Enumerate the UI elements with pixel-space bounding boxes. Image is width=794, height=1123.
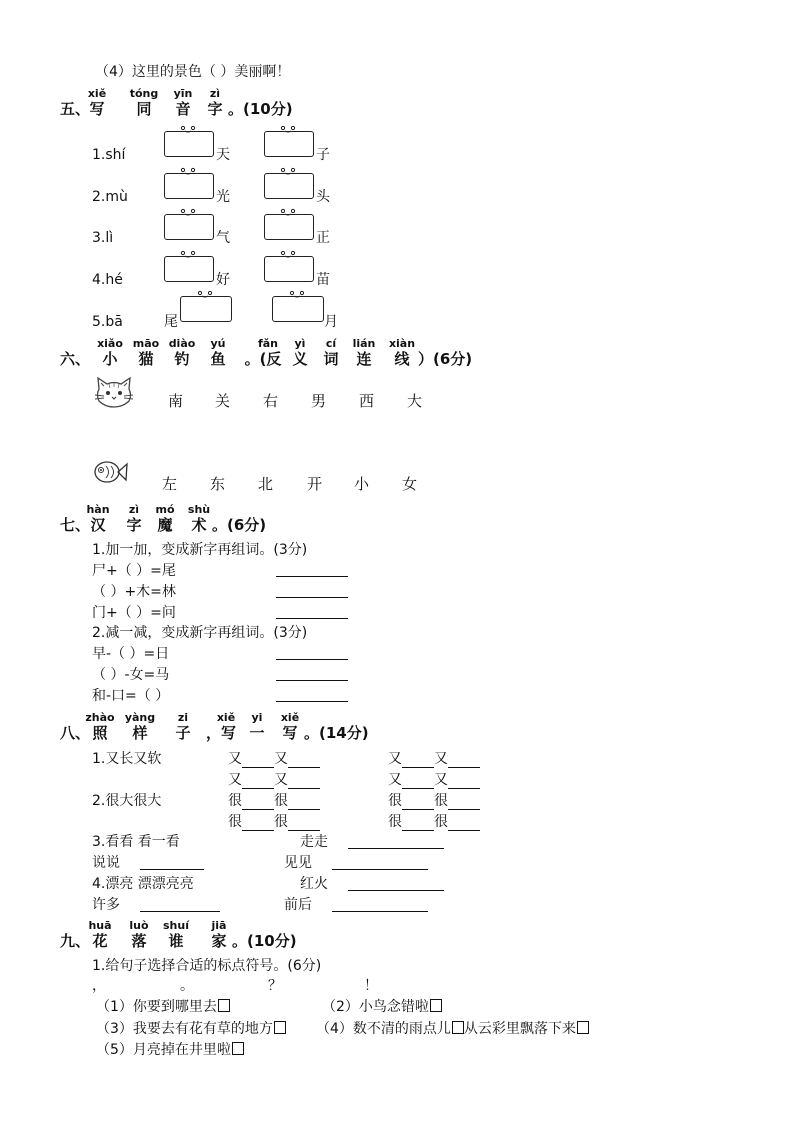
punct-box[interactable]	[218, 999, 230, 1012]
answer-box[interactable]	[264, 256, 314, 282]
section-score: 。(10分)	[228, 100, 293, 118]
punct-mark: ？	[268, 978, 282, 994]
pinyin: xiě	[280, 711, 300, 724]
heading-char: 花	[92, 932, 108, 950]
pinyin: māo	[132, 337, 160, 350]
heading-char: 字	[126, 516, 142, 534]
given-char: 气	[216, 230, 230, 246]
pinyin: yì	[294, 337, 306, 350]
heading-char: 家	[211, 932, 227, 950]
sentence-item: （2）小鸟念错啦	[322, 998, 442, 1016]
given-char: 好	[216, 272, 230, 288]
given-char: 尾	[164, 314, 178, 330]
row-label: 3.lì	[92, 230, 114, 246]
answer-box[interactable]	[264, 131, 314, 157]
antonym-word[interactable]: 北	[258, 475, 274, 493]
heading-char: 写	[89, 100, 105, 118]
pinyin: yàng	[124, 711, 156, 724]
heading-char: 子	[175, 724, 191, 742]
box-ears-icon	[179, 167, 197, 175]
punct-box[interactable]	[274, 1021, 286, 1034]
heading-char: 同	[136, 100, 152, 118]
box-ears-icon	[279, 125, 297, 133]
pinyin: mó	[155, 503, 175, 516]
word-prompt: 红火	[300, 876, 328, 892]
example-3: 3.看看 看一看	[92, 834, 180, 850]
given-char: 子	[316, 147, 330, 163]
pinyin: yú	[210, 337, 226, 350]
subquestion-1: 1.加一加，变成新字再组词。(3分)	[92, 542, 308, 558]
pinyin: shù	[187, 503, 211, 516]
answer-box[interactable]	[164, 173, 214, 199]
punct-box[interactable]	[577, 1021, 589, 1034]
pinyin: huā	[88, 919, 112, 932]
pinyin: zì	[128, 503, 140, 516]
sentence-item: （3）我要去有花有草的地方	[96, 1020, 286, 1038]
word-prompt: 走走	[300, 834, 328, 850]
subtract-row: 早-（ ）=日	[92, 646, 170, 662]
heading-char: 字	[207, 100, 223, 118]
punct-box[interactable]	[452, 1021, 464, 1034]
heading-char: 鱼	[210, 350, 226, 368]
heading-char: 连	[356, 350, 372, 368]
pattern-fill[interactable]: 很 很	[388, 813, 480, 831]
punct-mark: ！	[364, 978, 378, 994]
subquestion-1: 1.给句子选择合适的标点符号。(6分)	[92, 958, 322, 974]
given-char: 光	[216, 189, 230, 205]
pattern-fill[interactable]: 很 很	[228, 813, 320, 831]
question-4-line: （4）这里的景色（ ）美丽啊！	[95, 64, 291, 80]
box-ears-icon	[279, 250, 297, 258]
answer-box[interactable]	[164, 131, 214, 157]
answer-box[interactable]	[272, 296, 324, 322]
row-label: 2.mù	[92, 189, 128, 205]
antonym-word[interactable]: 南	[168, 392, 184, 410]
answer-line[interactable]	[332, 869, 428, 870]
given-char: 月	[324, 314, 338, 330]
pinyin: luò	[129, 919, 149, 932]
answer-line[interactable]	[276, 576, 348, 577]
answer-box[interactable]	[164, 256, 214, 282]
given-char: 头	[316, 189, 330, 205]
antonym-word[interactable]: 女	[402, 475, 418, 493]
fish-icon	[93, 458, 129, 486]
answer-line[interactable]	[276, 680, 348, 681]
antonym-word[interactable]: 东	[210, 475, 226, 493]
heading-char: 小	[102, 350, 118, 368]
word-prompt: 许多	[92, 897, 120, 913]
sentence-item: （1）你要到哪里去	[96, 998, 230, 1016]
sentence-item: （5）月亮掉在井里啦	[96, 1041, 244, 1059]
heading-char: 写	[282, 724, 298, 742]
add-row: 尸+（ ）=尾	[92, 563, 176, 579]
row-label: 5.bā	[92, 314, 123, 330]
heading-char: ，写	[205, 724, 236, 742]
antonym-word[interactable]: 开	[307, 475, 323, 493]
row-label: 1.shí	[92, 147, 126, 163]
pattern-fill[interactable]: 又 又	[388, 771, 480, 789]
section-number: 九、	[60, 932, 91, 950]
section-number: 八、	[60, 724, 91, 742]
section-score: 。(10分)	[232, 932, 297, 950]
pinyin: hàn	[86, 503, 110, 516]
section-number: 五、	[60, 100, 91, 118]
pinyin: xiě	[87, 87, 107, 100]
word-prompt: 见见	[284, 855, 312, 871]
word-prompt: 前后	[284, 897, 312, 913]
subtract-row: 和-口=（ ）	[92, 688, 170, 704]
example-1: 1.又长又软	[92, 751, 162, 767]
box-ears-icon	[279, 208, 297, 216]
answer-line[interactable]	[348, 890, 444, 891]
answer-box[interactable]	[180, 296, 232, 322]
sentence-item: （4）数不清的雨点儿 从云彩里飘落下来	[316, 1020, 589, 1038]
heading-char: 样	[132, 724, 148, 742]
answer-line[interactable]	[332, 911, 428, 912]
section-score: ）(6分)	[418, 350, 473, 368]
heading-char: 义	[292, 350, 308, 368]
pattern-fill[interactable]: 又 又	[228, 771, 320, 789]
section-score: 。(14分)	[304, 724, 369, 742]
pinyin: fǎn	[257, 337, 279, 350]
given-char: 正	[316, 230, 330, 246]
section-number: 七、	[60, 516, 91, 534]
pinyin: lián	[352, 337, 376, 350]
heading-char: 。(反	[244, 350, 282, 368]
heading-char: 术	[191, 516, 207, 534]
antonym-word[interactable]: 西	[359, 392, 375, 410]
antonym-word[interactable]: 小	[354, 475, 370, 493]
given-char: 苗	[316, 272, 330, 288]
heading-char: 照	[92, 724, 108, 742]
pinyin: yīn	[173, 87, 193, 100]
add-row: 门+（ ）=问	[92, 605, 176, 621]
pinyin: xiě	[216, 711, 236, 724]
pattern-fill[interactable]: 又 又	[228, 750, 320, 768]
box-ears-icon	[279, 167, 297, 175]
answer-box[interactable]	[164, 214, 214, 240]
antonym-word[interactable]: 左	[162, 475, 178, 493]
answer-line[interactable]	[276, 597, 348, 598]
cat-face-icon	[93, 375, 135, 409]
heading-char: 汉	[90, 516, 106, 534]
heading-char: 钓	[174, 350, 190, 368]
heading-char: 谁	[168, 932, 184, 950]
heading-char: 音	[175, 100, 191, 118]
subtract-row: （ ）-女=马	[92, 667, 170, 683]
answer-box[interactable]	[264, 214, 314, 240]
punct-box[interactable]	[430, 999, 442, 1012]
pinyin: yi	[251, 711, 263, 724]
heading-char: 词	[323, 350, 339, 368]
box-ears-icon	[179, 250, 197, 258]
answer-line[interactable]	[140, 869, 204, 870]
pinyin: cí	[325, 337, 337, 350]
pinyin: jiā	[211, 919, 227, 932]
box-ears-icon	[196, 290, 214, 298]
punct-mark: 。	[180, 978, 194, 994]
answer-line[interactable]	[348, 848, 444, 849]
punct-box[interactable]	[232, 1042, 244, 1055]
box-ears-icon	[179, 208, 197, 216]
pinyin: diào	[168, 337, 196, 350]
pinyin: xiǎo	[97, 337, 123, 350]
heading-char: 一	[249, 724, 265, 742]
box-ears-icon	[288, 290, 306, 298]
section-number: 六、	[60, 350, 91, 368]
pinyin: shuí	[163, 919, 189, 932]
example-2: 2.很大很大	[92, 793, 162, 809]
heading-char: 魔	[157, 516, 173, 534]
add-row: （ ）+木=林	[92, 584, 176, 600]
given-char: 天	[216, 147, 230, 163]
pinyin: zì	[209, 87, 221, 100]
subquestion-2: 2.减一减，变成新字再组词。(3分)	[92, 625, 308, 641]
box-ears-icon	[179, 125, 197, 133]
answer-line[interactable]	[276, 701, 348, 702]
pattern-fill[interactable]: 很 很	[388, 792, 480, 810]
antonym-word[interactable]: 大	[407, 392, 423, 410]
row-label: 4.hé	[92, 272, 123, 288]
pinyin: zi	[177, 711, 189, 724]
pinyin: tóng	[129, 87, 159, 100]
answer-box[interactable]	[264, 173, 314, 199]
answer-line[interactable]	[276, 659, 348, 660]
pattern-fill[interactable]: 很 很	[228, 792, 320, 810]
pinyin: zhào	[85, 711, 115, 724]
antonym-word[interactable]: 男	[311, 392, 327, 410]
answer-line[interactable]	[276, 618, 348, 619]
heading-char: 线	[394, 350, 410, 368]
pinyin: xiàn	[388, 337, 416, 350]
pattern-fill[interactable]: 又 又	[388, 750, 480, 768]
antonym-word[interactable]: 右	[263, 392, 279, 410]
example-4: 4.漂亮 漂漂亮亮	[92, 876, 194, 892]
heading-char: 落	[131, 932, 147, 950]
punct-mark: ，	[92, 978, 106, 994]
section-score: 。(6分)	[212, 516, 267, 534]
antonym-word[interactable]: 关	[215, 392, 231, 410]
answer-line[interactable]	[140, 911, 220, 912]
word-prompt: 说说	[92, 855, 120, 871]
heading-char: 猫	[138, 350, 154, 368]
